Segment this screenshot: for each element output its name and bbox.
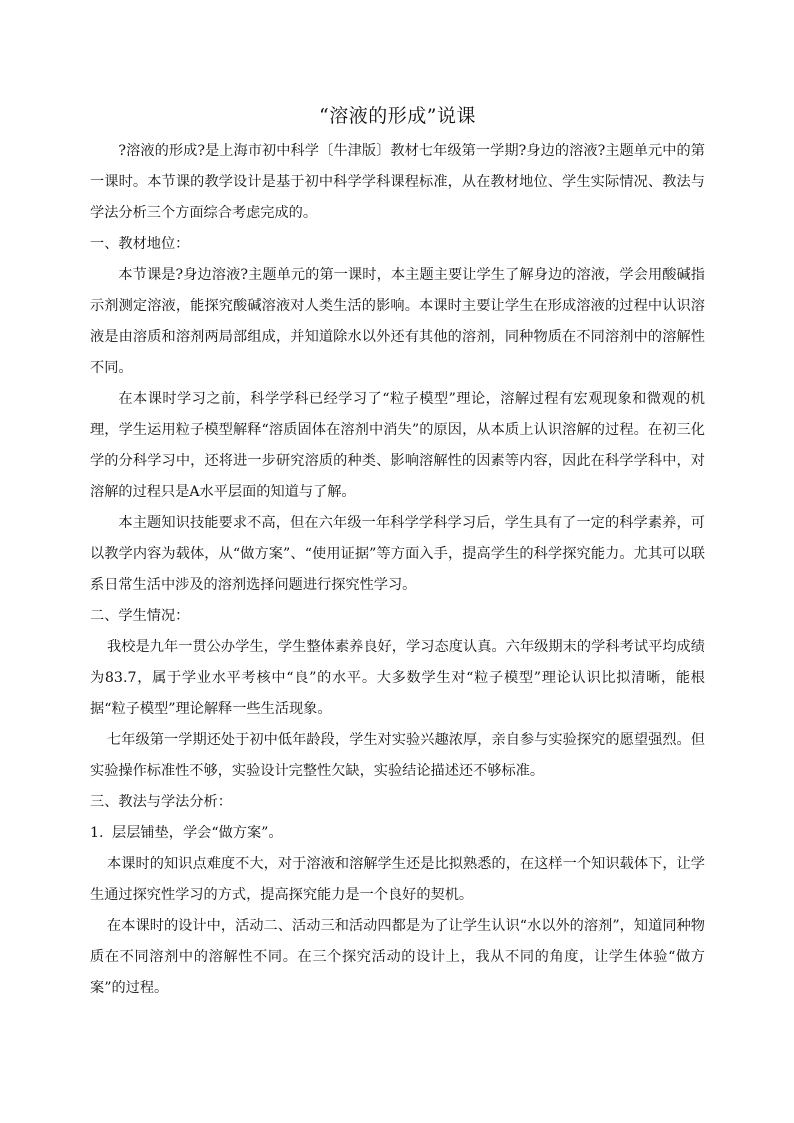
section-heading-teaching-methods: 三、教法与学法分析： <box>90 794 232 810</box>
paragraph: 七年级第一学期还处于初中低年龄段，学生对实验兴趣浓厚，亲自参与实验探究的愿望强烈。但实验操作标准性不够，实验设计完整性欠缺，实验结论描述还不够标准。 <box>90 732 705 779</box>
paragraph: 在本课时学习之前，科学学科已经学习了“粒子模型”理论，溶解过程有宏观现象和微观的机理，学生运用粒子模型解释“溶质固体在溶剂中消失”的原因，从本质上认识溶解的过程。在初三化学的分科学习中，还将进一步研究溶质的种类、影响溶解性的因素等内容，因此在科学学科中，对溶解的过程只是A水平层面的知道与了解。 <box>90 391 705 500</box>
section-heading-student-situation: 二、学生情况： <box>90 608 190 624</box>
paragraph: 本课时的知识点难度不大，对于溶液和溶解学生还是比拟熟悉的，在这样一个知识载体下，让学生通过探究性学习的方式，提高探究能力是一个良好的契机。 <box>90 856 705 903</box>
list-item-number: 1. <box>90 825 104 841</box>
intro-paragraph: ?溶液的形成?是上海市初中科学〔牛津版〕教材七年级第一学期?身边的溶液?主题单元中的第一课时。本节课的教学设计是基于初中科学学科课程标准，从在教材地位、学生实际情况、教法与学法分析三个方面综合考虑完成的。 <box>90 143 705 221</box>
paragraph: 本节课是?身边溶液?主题单元的第一课时，本主题主要让学生了解身边的溶液，学会用酸碱指示剂测定溶液，能探究酸碱溶液对人类生活的影响。本课时主要让学生在形成溶液的过程中认识溶液是由溶质和溶剂两局部组成，并知道除水以外还有其他的溶剂，同种物质在不同溶剂中的溶解性不同。 <box>90 267 705 376</box>
list-item-text: 层层铺垫，学会“做方案”。 <box>112 825 283 841</box>
document-body <box>90 100 705 1004</box>
document-title: “溶液的形成”说课 <box>319 105 476 127</box>
paragraph: 在本课时的设计中，活动二、活动三和活动四都是为了让学生认识“水以外的溶剂”，知道同种物质在不同溶剂中的溶解性不同。在三个探究活动的设计上，我从不同的角度，让学生体验“做方案”的过程。 <box>90 918 705 996</box>
list-item <box>90 818 705 849</box>
section-heading-textbook-position: 一、教材地位： <box>90 236 190 252</box>
paragraph: 我校是九年一贯公办学生，学生整体素养良好，学习态度认真。六年级期末的学科考试平均成绩为83.7，属于学业水平考核中“良”的水平。大多数学生对“粒子模型”理论认识比拟清晰，能根据“粒子模型”理论解释一些生活现象。 <box>90 639 705 717</box>
paragraph: 本主题知识技能要求不高，但在六年级一年科学学科学习后，学生具有了一定的科学素养，可以教学内容为载体，从“做方案”、“使用证据”等方面入手，提高学生的科学探究能力。尤其可以联系日常生活中涉及的溶剂选择问题进行探究性学习。 <box>90 515 705 593</box>
